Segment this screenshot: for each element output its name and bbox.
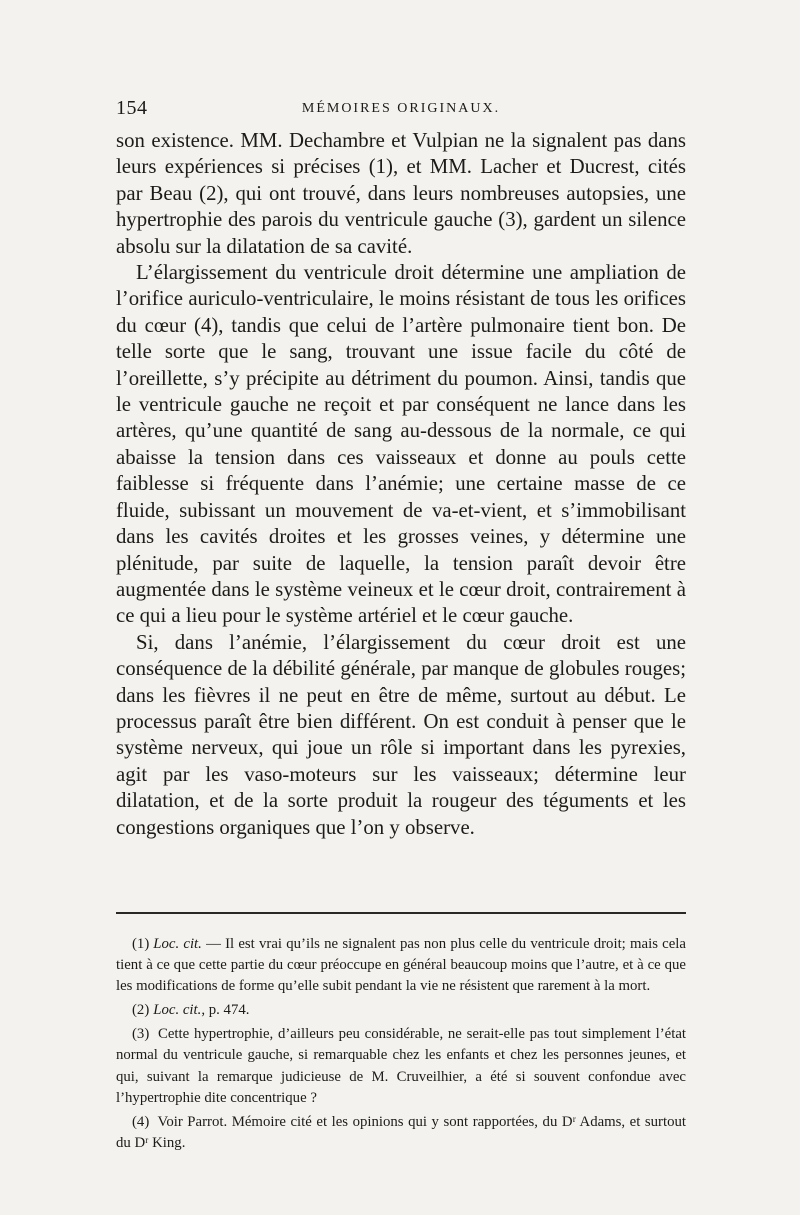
body-text: [116, 128, 686, 841]
footnote: [116, 1112, 686, 1154]
body-paragraph: son existence. MM. Dechambre et Vulpian ne la signalent pas dans leurs expériences si précises (1), et MM. Lacher et Ducrest, cités par Beau (2), qui ont trouvé, dans leurs nombreuses autopsies, une hypertrophie des parois du ventricule gauche (3), gardent un silence absolu sur la dilatation de sa cavité.: [116, 129, 686, 258]
footnote-number: (2): [132, 1002, 150, 1019]
footnote-reference: Loc. cit.: [153, 1002, 202, 1019]
page-number: 154: [116, 97, 148, 119]
footnote-number: (3): [132, 1026, 150, 1043]
footnote-text: , p. 474.: [201, 1002, 250, 1019]
footnote: [116, 1000, 686, 1021]
footnote-reference: Loc. cit.: [153, 936, 202, 952]
footnote: [116, 1024, 686, 1108]
footnote-text: Voir Parrot. Mémoire cité et les opinions qui y sont rapportées, du Dʳ Adams, et surtout du Dʳ King.: [116, 1113, 686, 1151]
footnote-number: (4): [132, 1113, 150, 1130]
footnotes: [116, 934, 686, 1157]
footnote-text: Cette hypertrophie, d’ailleurs peu considérable, ne serait-elle pas tout simplement l’état normal du ventricule gauche, si remarquable chez les enfants et chez les personnes jeunes, et qui, suivant la remarque judicieuse de M. Cruveilhier, a été si souvent confondue avec l’hypertrophie dite concentrique ?: [116, 1026, 686, 1106]
body-paragraph: L’élargissement du ventricule droit détermine une ampliation de l’orifice auriculo-ventriculaire, le moins résistant de tous les orifices du cœur (4), tandis que celui de l’artère pulmonaire tient bon. De telle sorte que le sang, trouvant une issue facile du côté de l’oreillette, s’y précipite au détriment du poumon. Ainsi, tandis que le ventricule gauche ne reçoit et par conséquent ne lance dans les artères, qu’une quantité de sang au-dessous de la normale, ce qui abaisse la tension dans ces vaisseaux et donne au pouls cette faiblesse si fréquente dans l’anémie; une certaine masse de ce fluide, subissant un mouvement de va-et-vient, et s’immobilisant dans les cavités droites et les grosses veines, y détermine une plénitude, par suite de laquelle, la tension paraît devoir être augmentée dans le système veineux et le cœur droit, contrairement à ce qui a lieu pour le système artériel et le cœur gauche.: [116, 261, 686, 628]
footnote-number: (1): [132, 936, 150, 952]
footnote-divider: [116, 912, 686, 914]
footnote-text: — Il est vrai qu’ils ne signalent pas non plus celle du ventricule droit; mais cela tient à ce que cette partie du cœur préoccupe en général beaucoup moins que l’autre, et à ce que les modifications de forme qu’elle subit pendant la vie ne résistent que rarement à la mort.: [116, 936, 686, 995]
page-header: [116, 97, 686, 121]
running-title: MÉMOIRES ORIGINAUX.: [301, 101, 501, 116]
body-paragraph: Si, dans l’anémie, l’élargissement du cœur droit est une conséquence de la débilité générale, par manque de globules rouges; dans les fièvres il ne peut en être de même, surtout au début. Le processus paraît être bien différent. On est conduit à penser que le système nerveux, qui joue un rôle si important dans les pyrexies, agit par les vaso-moteurs sur les vaisseaux; détermine leur dilatation, et de la sorte produit la rougeur des téguments et les congestions organiques que l’on y observe.: [116, 630, 686, 839]
footnote: [116, 934, 686, 997]
